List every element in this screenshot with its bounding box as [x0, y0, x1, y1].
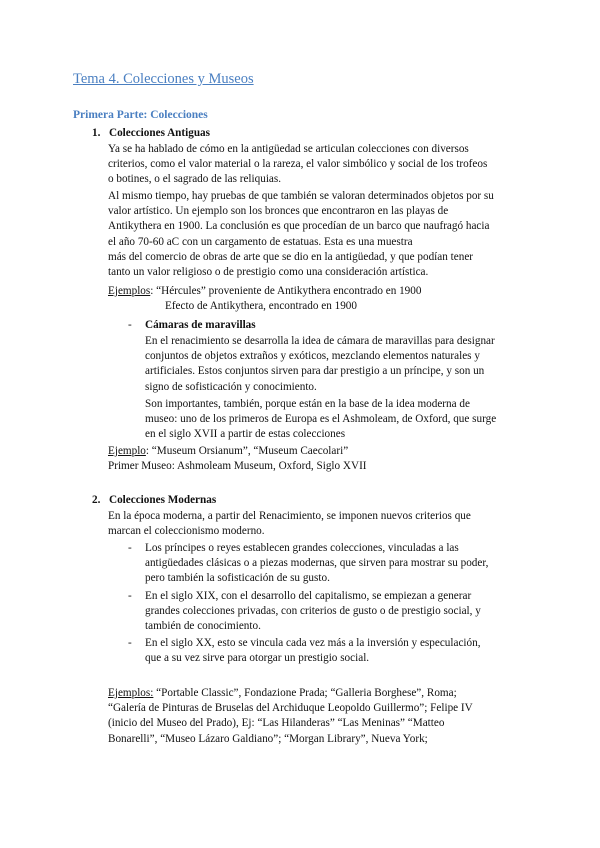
example-text: : “Museum Orsianum”, “Museum Caecolari” [145, 445, 349, 457]
examples-text: : “Hércules” proveniente de Antikythera encontrado en 1900 [150, 285, 422, 297]
text-line: En la época moderna, a partir del Renacimiento, se imponen nuevos criterios que [108, 510, 471, 522]
text-line: En el renacimiento se desarrolla la idea de cámara de maravillas para designar [145, 335, 495, 347]
examples-line [108, 284, 530, 314]
text-line: Bonarelli”, “Museo Lázaro Galdiano”; “Morgan Library”, Nueva York; [108, 732, 428, 745]
text-line: en el siglo XVII a partir de estas colecciones [145, 428, 346, 441]
text-line: conjuntos de objetos extraños y exóticos, mezclando elementos naturales y [145, 350, 480, 363]
paragraph-intro [108, 142, 530, 188]
paragraph-museo [145, 397, 530, 443]
text-line: marcan el coleccionismo moderno. [108, 525, 265, 538]
paragraph-intro [108, 509, 530, 539]
example-line [108, 444, 530, 474]
primer-museo: Primer Museo: Ashmoleam Museum, Oxford, Siglo XVII [108, 460, 367, 473]
bullet-mark: - [128, 590, 132, 602]
text-line: Los príncipes o reyes establecen grandes colecciones, vinculadas a las [145, 542, 459, 554]
text-line: más del comercio de obras de arte que se dio en la antigüedad, y que podían tener [108, 250, 474, 263]
section-title: Colecciones Modernas [109, 494, 217, 506]
text-line: signo de sofisticación y conocimiento. [145, 380, 317, 393]
section-title: Colecciones Antiguas [109, 127, 210, 139]
subsection-heading: Cámaras de maravillas [145, 319, 256, 331]
text-line: criterios, como el valor material o la rareza, el valor simbólico y social de los trofeos [108, 158, 488, 171]
text-line: antigüedades clásicas o a piezas modernas, que sirven para mostrar su poder, [145, 557, 489, 570]
examples-text: “Portable Classic”, Fondazione Prada; “Galleria Borghese”, Roma; [153, 687, 457, 699]
bullet-mark: - [128, 319, 132, 331]
text-line: museo: uno de los primeros de Europa es el Ashmoleam, de Oxford, que surge [145, 413, 497, 426]
text-line: Antikythera en 1900. La conclusión es que procedían de un barco que naufragó hacia [108, 220, 490, 233]
examples-label: Ejemplos: [108, 687, 154, 699]
paragraph-camaras [145, 334, 530, 395]
text-line: grandes colecciones privadas, con criterios de gusto o de prestigio social, y [145, 605, 481, 618]
text-line: “Galería de Pinturas de Bruselas del Archiduque Leopoldo Guillermo”; Felipe IV [108, 702, 473, 715]
examples-label: Ejemplos [108, 285, 151, 297]
text-line: Son importantes, también, porque están en la base de la idea moderna de [145, 398, 470, 410]
example-label: Ejemplo [108, 445, 146, 457]
section-number: 2. [92, 494, 101, 506]
part-heading: Primera Parte: Colecciones [73, 109, 208, 121]
bullet-mark: - [128, 542, 132, 554]
text-line: tanto un valor religioso o de prestigio como una consideración artística. [108, 266, 429, 279]
text-line: también de conocimiento. [145, 620, 261, 633]
section-heading [92, 126, 210, 141]
bullet-item [145, 541, 530, 587]
examples-text-2: Efecto de Antikythera, encontrado en 1900 [165, 300, 357, 313]
text-line: Al mismo tiempo, hay pruebas de que también se valoran determinados objetos por su [108, 190, 494, 202]
examples-paragraph [108, 686, 530, 747]
page-title: Tema 4. Colecciones y Museos [73, 71, 254, 87]
text-line: artificiales. Estos conjuntos sirven para dar prestigio a un príncipe, y son un [145, 365, 485, 378]
text-line: valor artístico. Un ejemplo son los bronces que encontraron en las playas de [108, 205, 449, 218]
paragraph-antikythera [108, 189, 530, 280]
text-line: En el siglo XX, esto se vincula cada vez más a la inversión y especulación, [145, 637, 481, 649]
section-number: 1. [92, 127, 101, 139]
text-line: Ya se ha hablado de cómo en la antigüedad se articulan colecciones con diversos [108, 143, 469, 155]
bullet-mark: - [128, 637, 132, 649]
text-line: que a su vez sirve para otorgar un prestigio social. [145, 652, 370, 665]
section-heading [92, 493, 216, 508]
text-line: En el siglo XIX, con el desarrollo del capitalismo, se empiezan a generar [145, 590, 472, 602]
bullet-item [145, 589, 530, 635]
text-line: o botines, o el sagrado de las reliquias. [108, 173, 282, 186]
text-line: (inicio del Museo del Prado), Ej: “Las Hilanderas” “Las Meninas” “Matteo [108, 717, 445, 730]
text-line: el año 70-60 aC con un cargamento de estatuas. Esta es una muestra [108, 235, 413, 248]
bullet-item [145, 636, 530, 666]
text-line: pero también la sofisticación de su gusto. [145, 572, 330, 585]
